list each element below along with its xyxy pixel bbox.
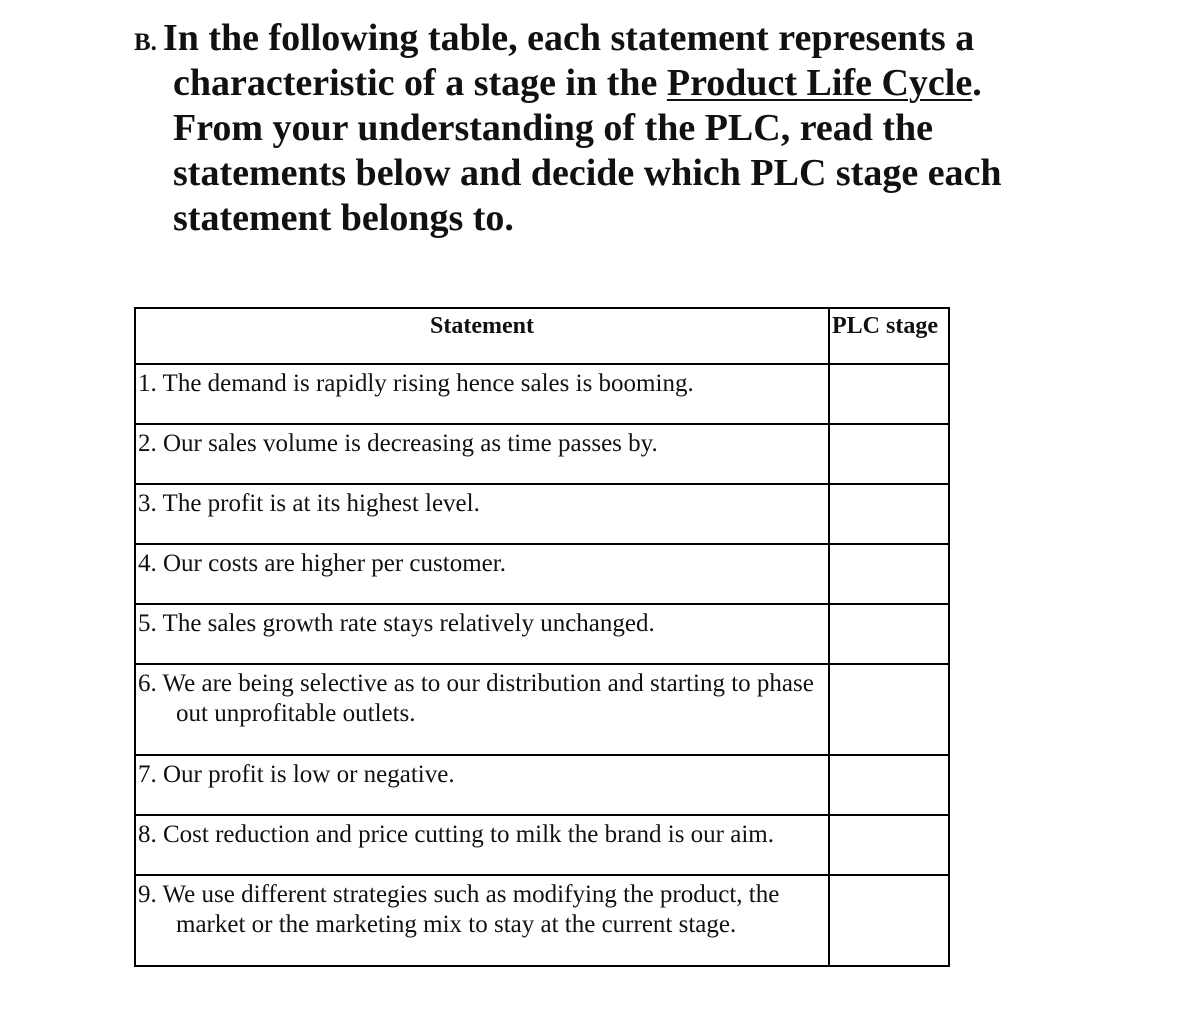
plc-stage-cell[interactable] <box>829 364 949 424</box>
table-row <box>135 755 949 815</box>
plc-stage-answer[interactable] <box>830 876 948 965</box>
table-row <box>135 664 949 755</box>
statement-cell <box>135 755 829 815</box>
plc-stage-answer[interactable] <box>830 816 948 874</box>
question-line-2 <box>134 61 1134 106</box>
plc-stage-cell[interactable] <box>829 664 949 755</box>
table-row <box>135 815 949 875</box>
statement-cell <box>135 364 829 424</box>
statement-cell <box>135 484 829 544</box>
plc-stage-cell[interactable] <box>829 875 949 966</box>
question-text <box>134 16 1134 241</box>
statement-cell <box>135 424 829 484</box>
statement-text: 7. Our profit is low or negative. <box>138 761 455 788</box>
question-line-2-end: . <box>972 62 982 104</box>
plc-stage-cell[interactable] <box>829 484 949 544</box>
statement-text: 2. Our sales volume is decreasing as time passes by. <box>138 430 658 457</box>
statement-text: 6. We are being selective as to our distribution and starting to phase out unprofitable outlets. <box>138 670 814 727</box>
plc-stage-answer[interactable] <box>830 605 948 663</box>
statement-cell <box>135 544 829 604</box>
statement-text: 1. The demand is rapidly rising hence sales is booming. <box>138 370 694 397</box>
product-life-cycle-term: Product Life Cycle <box>666 62 973 104</box>
statement-text: 8. Cost reduction and price cutting to milk the brand is our aim. <box>138 821 774 848</box>
table-row <box>135 424 949 484</box>
statement-cell <box>135 875 829 966</box>
plc-stage-answer[interactable] <box>830 545 948 603</box>
statement-text: 3. The profit is at its highest level. <box>138 490 480 517</box>
question-line-3: From your understanding of the PLC, read the <box>173 107 934 149</box>
table-row <box>135 604 949 664</box>
question-line-2-text: characteristic of a stage in the <box>173 62 667 104</box>
plc-stage-cell[interactable] <box>829 604 949 664</box>
plc-stage-answer[interactable] <box>830 485 948 543</box>
statement-cell <box>135 815 829 875</box>
table-row <box>135 364 949 424</box>
question-line-5: statement belongs to. <box>173 197 514 239</box>
plc-stage-cell[interactable] <box>829 544 949 604</box>
table-header-row <box>135 308 949 364</box>
plc-stage-answer[interactable] <box>830 756 948 814</box>
plc-stage-answer[interactable] <box>830 425 948 483</box>
plc-table <box>134 307 950 967</box>
table-row <box>135 484 949 544</box>
plc-stage-answer[interactable] <box>830 665 948 754</box>
question-line-1 <box>134 16 1134 61</box>
question-label: B. <box>134 29 157 56</box>
plc-stage-cell[interactable] <box>829 755 949 815</box>
statement-cell <box>135 664 829 755</box>
statement-text: 9. We use different strategies such as modifying the product, the market or the marketing mix to stay at the current stage. <box>138 881 780 938</box>
question-line-1-text: In the following table, each statement represents a <box>162 17 975 59</box>
table-row <box>135 544 949 604</box>
statement-cell <box>135 604 829 664</box>
plc-stage-answer[interactable] <box>830 365 948 423</box>
plc-stage-header: PLC stage <box>829 308 949 364</box>
statement-text: 5. The sales growth rate stays relatively unchanged. <box>138 610 655 637</box>
table-row <box>135 875 949 966</box>
statement-text: 4. Our costs are higher per customer. <box>138 550 506 577</box>
statement-header: Statement <box>135 308 829 364</box>
plc-stage-cell[interactable] <box>829 424 949 484</box>
question-line-4: statements below and decide which PLC stage each <box>173 152 1002 194</box>
plc-stage-cell[interactable] <box>829 815 949 875</box>
